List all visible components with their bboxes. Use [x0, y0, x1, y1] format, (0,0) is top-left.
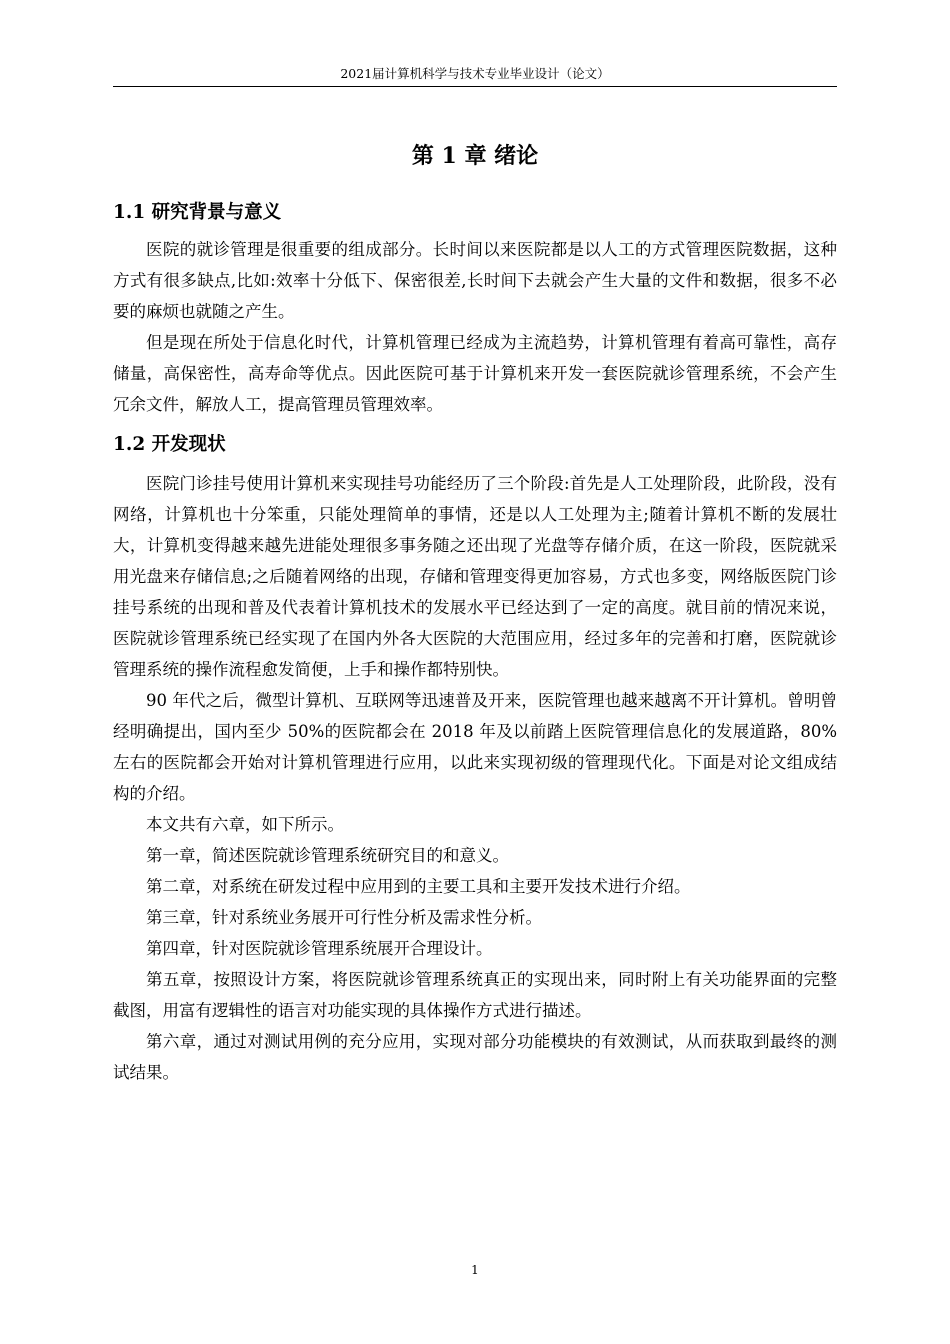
paragraph: 第二章，对系统在研发过程中应用到的主要工具和主要开发技术进行介绍。	[146, 877, 691, 896]
running-header: 2021届计算机科学与技术专业毕业设计（论文）	[340, 66, 610, 81]
chapter-title: 第 1 章 绪论	[411, 143, 539, 169]
paragraph: 医院的就诊管理是很重要的组成部分。长时间以来医院都是以人工的方式管理医院数据，这种方式有很多缺点,比如:效率十分低下、保密很差,长时间下去就会产生大量的文件和数据，很多不必要的麻烦也就随之产生。	[113, 240, 837, 321]
page-number: 1	[471, 1263, 479, 1277]
paragraph: 第六章，通过对测试用例的充分应用，实现对部分功能模块的有效测试，从而获取到最终的测试结果。	[113, 1032, 837, 1082]
paragraph: 第三章，针对系统业务展开可行性分析及需求性分析。	[146, 908, 542, 927]
paragraph: 但是现在所处于信息化时代，计算机管理已经成为主流趋势，计算机管理有着高可靠性，高存储量，高保密性，高寿命等优点。因此医院可基于计算机来开发一套医院就诊管理系统，不会产生冗余文件，解放人工，提高管理员管理效率。	[113, 333, 837, 414]
paragraph: 第五章，按照设计方案，将医院就诊管理系统真正的实现出来，同时附上有关功能界面的完整截图，用富有逻辑性的语言对功能实现的具体操作方式进行描述。	[113, 970, 837, 1020]
paragraph: 第四章，针对医院就诊管理系统展开合理设计。	[146, 939, 493, 958]
header-rule	[113, 86, 837, 87]
paragraph: 第一章，简述医院就诊管理系统研究目的和意义。	[146, 846, 509, 865]
paragraph: 90 年代之后，微型计算机、互联网等迅速普及开来，医院管理也越来越离不开计算机。曾明曾经明确提出，国内至少 50%的医院都会在 2018 年及以前踏上医院管理信息化的发展道路，80%左右的医院都会开始对计算机管理进行应用，以此来实现初级的管理现代化。下面是对论文组成结构的介绍。	[113, 691, 837, 803]
page-body	[113, 138, 837, 1088]
section-heading-1-2: 1.2 开发现状	[113, 434, 226, 455]
paragraph: 本文共有六章，如下所示。	[146, 815, 344, 834]
section-heading-1-1: 1.1 研究背景与意义	[113, 202, 282, 223]
paragraph: 医院门诊挂号使用计算机来实现挂号功能经历了三个阶段:首先是人工处理阶段，此阶段，没有网络，计算机也十分笨重，只能处理简单的事情，还是以人工处理为主;随着计算机不断的发展壮大，计算机变得越来越先进能处理很多事务随之还出现了光盘等存储介质，在这一阶段，医院就采用光盘来存储信息;之后随着网络的出现，存储和管理变得更加容易，方式也多变，网络版医院门诊挂号系统的出现和普及代表着计算机技术的发展水平已经达到了一定的高度。就目前的情况来说，医院就诊管理系统已经实现了在国内外各大医院的大范围应用，经过多年的完善和打磨，医院就诊管理系统的操作流程愈发简便，上手和操作都特别快。	[113, 474, 837, 679]
